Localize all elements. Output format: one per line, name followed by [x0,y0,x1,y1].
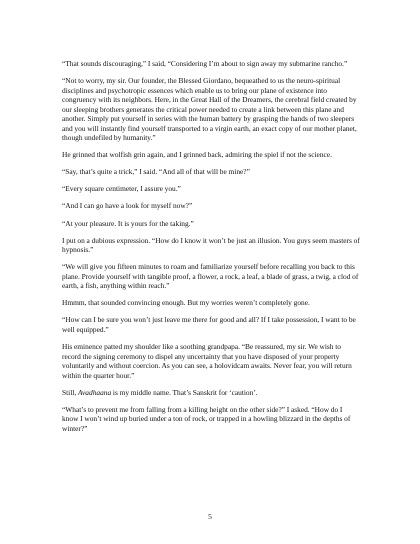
paragraph: “How can I be sure you won’t just leave me there for good and all? If I take possession, I want to be well equipped.” [62,315,356,334]
page-body [62,59,360,441]
paragraph: He grinned that wolfish grin again, and I grinned back, admiring the spiel if not the science. [62,150,332,160]
text-run: Still, [62,387,78,397]
paragraph: I put on a dubious expression. “How do I know it won’t be just an illusion. You guys seem masters of hypnosis.” [62,235,360,255]
paragraph: “We will give you fifteen minutes to roam and familiarize yourself before recalling you back to this plane. Provide yourself with tangible proof, a flower, a rock, a leaf, a blade of grass, a twig, a clod of earth, a fish, anything within reach.” [62,262,359,291]
paragraph: “Every square centimeter, I assure you.” [62,184,181,194]
paragraph: “That sounds discouraging,” I said, “Considering I’m about to sign away my submarine rancho.” [62,59,348,68]
paragraph: Hmmm, that sounded convincing enough. But my worries weren’t completely gone. [62,298,310,308]
paragraph: “Say, that’s quite a trick,” I said. “And all of that will be mine?” [62,167,250,177]
paragraph: His eminence patted my shoulder like a soothing grandpapa. “Be reassured, my sir. We wish to record the signing ceremony to dispel any uncertainty that you have disposed of your property voluntarily and without coercion. As you can see, a holovidcam awaits. Never fear, you will return within the quarter hour.” [62,342,352,380]
text-run: is my middle name. That’s Sanskrit for ‘caution’. [111,387,258,397]
paragraph [62,388,360,398]
paragraph: “What’s to prevent me from falling from a killing height on the other side?” I asked. “How do I know I won’t wind up buried under a ton of rock, or trapped in a howling blizzard in the depths of winter?” [62,404,351,433]
paragraph: “And I can go have a look for myself now?” [62,201,193,211]
paragraph: “At your pleasure. It is yours for the taking.” [62,218,194,228]
emphasized-word: Avadhaana [77,387,112,397]
paragraph: “Not to worry, my sir. Our founder, the Blessed Giordano, bequeathed to us the neuro-spiritual disciplines and psychotropic essences which enable us to bring our plane of existence into congruency with its neighbors. Here, in the Great Hall of the Dreamers, the cerebral field created by our sleeping brothers generates the critical power needed to create a link between this plane and another. Simply put yourself in series with the human battery by grasping the hands of two sleepers and you will instantly find yourself transported to a virgin earth, an exact copy of our mother planet, though undefiled by humanity.” [62,76,357,143]
page-number: 5 [208,512,212,521]
